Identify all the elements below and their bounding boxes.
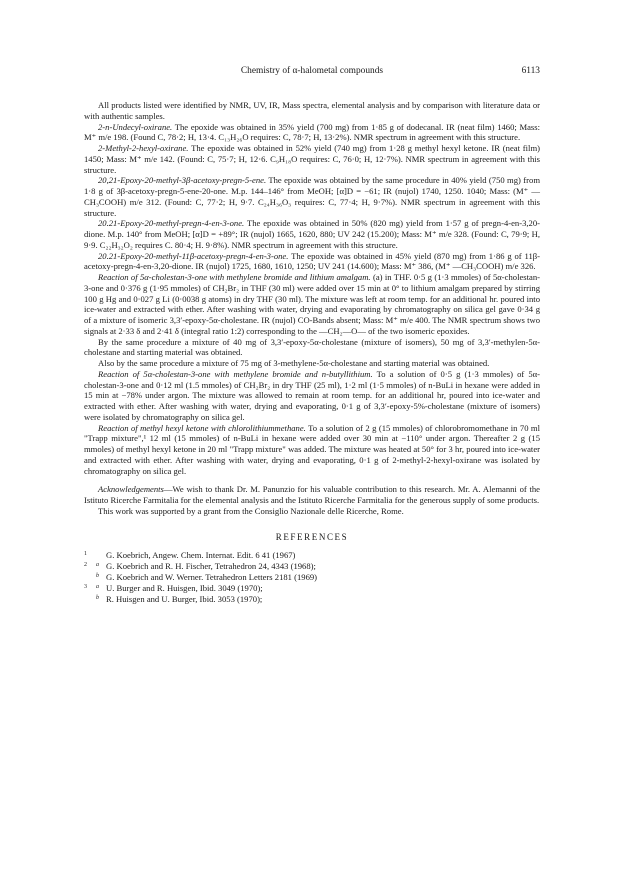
experimental-paragraph bbox=[84, 337, 540, 359]
references-heading: REFERENCES bbox=[275, 531, 349, 542]
experimental-paragraph bbox=[84, 218, 540, 250]
paragraph-lead: 20.21-Epoxy-20-methyl-pregn-4-en-3-one. bbox=[98, 218, 245, 229]
page-number: 6113 bbox=[521, 66, 540, 76]
reference-sub-letter: a bbox=[96, 562, 99, 569]
experimental-paragraph bbox=[84, 358, 540, 369]
paragraph-text: The epoxide was obtained by the same procedure in 40% yield (750 mg) from 1·8 g of 3β-acetoxy-pregn-5-ene-20-one. M.p. 144–146° from MeOH; [α]D = −61; IR (nujol) 1740, 1250. 1040; Mass: (M⁺ —CH₃COOH) m/e 312. (Found: C, 77·2; H, 9·7. C₂₄H₃₆O₃ requires: C, 77·4; H, 9·7%). NMR spectrum in agreement with this structure. bbox=[84, 175, 540, 218]
paragraph-text: By the same procedure a mixture of 40 mg of 3,3′-epoxy-5α-cholestane (mixture of isomers), 50 mg of 3,3′-methylen-5α-cholestane and starting material was obtained. bbox=[84, 336, 540, 358]
experimental-paragraph bbox=[84, 175, 540, 218]
experimental-paragraph bbox=[84, 423, 540, 477]
reference-text: U. Burger and R. Huisgen, Ibid. 3049 (1970); bbox=[106, 583, 263, 594]
experimental-paragraph bbox=[84, 272, 540, 337]
reference-sub-letter: a bbox=[96, 584, 99, 591]
reference-sub-letter: b bbox=[96, 595, 99, 602]
reference-text: G. Koebrich and R. H. Fischer, Tetrahedron 24, 4343 (1968); bbox=[106, 561, 316, 572]
paragraph-lead: 2-n-Undecyl-oxirane. bbox=[98, 121, 173, 132]
reference-sub-letter bbox=[96, 550, 106, 561]
paragraph-text: All products listed were identified by NMR, UV, IR, Mass spectra, elemental analysis and by comparison with literature data or with authentic samples. bbox=[84, 100, 540, 121]
reference-text: G. Koebrich and W. Werner. Tetrahedron Letters 2181 (1969) bbox=[106, 572, 318, 583]
paragraph-lead: Reaction of 5α-cholestan-3-one with methylene bromide and lithium amalgam. bbox=[98, 272, 371, 282]
reference-item bbox=[84, 572, 540, 583]
paragraph-text: The epoxide was obtained in 35% yield (700 mg) from 1·85 g of dodecanal. IR (neat film) 1460; Mass: M⁺ m/e 198. (Found C, 78·2; H, 13·4. C₁₃H₂₆O requires: C, 78·7; H, 13·2%). NMR spectrum in agreement with this structure. bbox=[84, 121, 540, 143]
reference-item bbox=[84, 594, 540, 605]
paragraph-text: To a solution of 2 g (15 mmoles) of chlorobromomethane in 70 ml "Trapp mixture",¹ 12 ml (15 mmoles) of n-BuLi in hexane were added over 30 min at −110° under argon. Thereafter 2 g (15 mmoles) of methyl hexyl ketone in 20 ml "Trapp mixture" was added. The mixture was heated at 50° for 3 hr, poured into ice-water and extracted with ether. After washing with water, drying and evaporating, 0·1 g of 2-methyl-2-hexyl-oxirane was isolated by chromatography on silica gel. bbox=[84, 422, 540, 476]
reference-sub-letter: b bbox=[96, 573, 99, 580]
experimental-paragraph bbox=[84, 369, 540, 423]
paragraph-text: Also by the same procedure a mixture of 75 mg of 3-methylene-5α-cholestane and starting material was obtained. bbox=[98, 358, 490, 368]
acknowledgements-text: —We wish to thank Dr. M. Panunzio for his valuable contribution to this research. Mr. A. Alemanni of the Istituto Ricerche Farmitalia for the elemental analysis and the Istituto Ricerche Farmitalia for the generous supply of some products. bbox=[84, 484, 540, 505]
paragraph-text: To a solution of 0·5 g (1·3 mmoles) of 5α-cholestan-3-one and 0·12 ml (1.5 mmoles) of CH₂Br₂ in dry THF (25 ml), 1·2 ml (1·5 mmoles) of n-BuLi in hexane were added in 15 min at −78% under argon. The mixture was allowed to remain at room temp. for an additional hr, poured into ice-water and extracted with ether. After washing with water, drying and evaporating, 0·1 g of 3,3′-epoxy-5%-cholestane (mixture of isomers) were isolated by chromatography on silica gel. bbox=[84, 368, 540, 422]
reference-text: R. Huisgen and U. Burger, Ibid. 3053 (1970); bbox=[106, 594, 263, 605]
paragraph-text: The epoxide was obtained in 52% yield (740 mg) from 1·28 g methyl hexyl ketone. IR (neat film) 1450; Mass: M⁺ m/e 142. (Found: C, 75·7; H, 12·6. C₉H₁₈O requires: C, 76·0; H, 12·7%). NMR spectrum in agreement with this structure. bbox=[84, 143, 540, 175]
running-title: Chemistry of α-halometal compounds bbox=[240, 66, 384, 76]
reference-number: 3 bbox=[84, 584, 87, 591]
references-list bbox=[84, 550, 540, 605]
reference-item bbox=[84, 583, 540, 594]
paragraph-lead: Reaction of 5α-cholestan-3-one with methylene bromide and n-butyllithium. bbox=[98, 368, 373, 379]
reference-number bbox=[84, 594, 96, 605]
running-header bbox=[84, 64, 540, 78]
reference-number: 2 bbox=[84, 562, 87, 569]
acknowledgements-lead: Acknowledgements bbox=[98, 484, 164, 495]
reference-item bbox=[84, 561, 540, 572]
article-body bbox=[84, 100, 540, 605]
reference-number: 1 bbox=[84, 551, 87, 558]
experimental-paragraph bbox=[84, 251, 540, 273]
paragraph-lead: 2-Methyl-2-hexyl-oxirane. bbox=[98, 143, 189, 153]
experimental-paragraph bbox=[84, 122, 540, 144]
reference-item bbox=[84, 550, 540, 561]
paragraph-text: The epoxide was obtained in 50% (820 mg) yield from 1·57 g of pregn-4-en-3,20-dione. M.p. 140° from MeOH; [α]D = +89°; IR (nujol) 1665, 1620, 880; UV 242 (15.200); Mass: M⁺ m/e 328. (Found: C, 79·9; H, 9·9. C₂₂H₃₂O₂ requires C. 80·4; H. 9·8%). NMR spectrum in agreement with this structure. bbox=[84, 218, 540, 250]
experimental-paragraph bbox=[84, 143, 540, 175]
paragraph-text: The epoxide was obtained in 45% yield (870 mg) from 1·86 g of 11β-acetoxy-pregn-4-en-3,20-dione. IR (nujol) 1725, 1680, 1610, 1250; UV 241 (14.600); Mass: M⁺ 386, (M⁺ —CH₃COOH) m/e 326. bbox=[84, 250, 540, 272]
experimental-paragraphs bbox=[84, 100, 540, 476]
acknowledgements-paragraph bbox=[84, 484, 540, 506]
reference-text: G. Koebrich, Angew. Chem. Internat. Edit. 6 41 (1967) bbox=[106, 550, 296, 561]
paragraph-text: (a) in THF. 0·5 g (1·3 mmoles) of 5α-cholestan-3-one and 0·376 g (1·95 mmoles) of CH₂Br₂ in THF (30 ml) were added over 15 min at 0° to lithium amalgam prepared by stirring 100 g Hg and 0·027 g Li (0·0038 g atoms) in dry THF (30 ml). The mixture was left at room temp. for an additional hr. poured into ice-water and extracted with ether. After washing with water, drying and evaporating by chromatography on silica gel gave 0·34 g of a mixture of isomeric 3,3′-epoxy-5α-cholestane. IR (nujol) CO-Bands absent; Mass: M⁺ m/e 400. The NMR spectrum shows two signals at 2·33 δ and 2·41 δ (integral ratio 1:2) corresponding to the —CH₂—O— of the two isomeric epoxides. bbox=[84, 272, 540, 336]
paragraph-lead: 20.21-Epoxy-20-methyl-11β-acetoxy-pregn-4-en-3-one. bbox=[98, 250, 289, 261]
experimental-paragraph bbox=[84, 100, 540, 122]
funding-statement: This work was supported by a grant from the Consiglio Nazionale delle Ricerche, Rome. bbox=[98, 505, 404, 516]
paragraph-lead: Reaction of methyl hexyl ketone with chlorolithiummethane. bbox=[98, 422, 306, 433]
reference-number bbox=[84, 572, 96, 583]
paragraph-lead: 20,21-Epoxy-20-methyl-3β-acetoxy-pregn-5-ene. bbox=[98, 175, 267, 186]
